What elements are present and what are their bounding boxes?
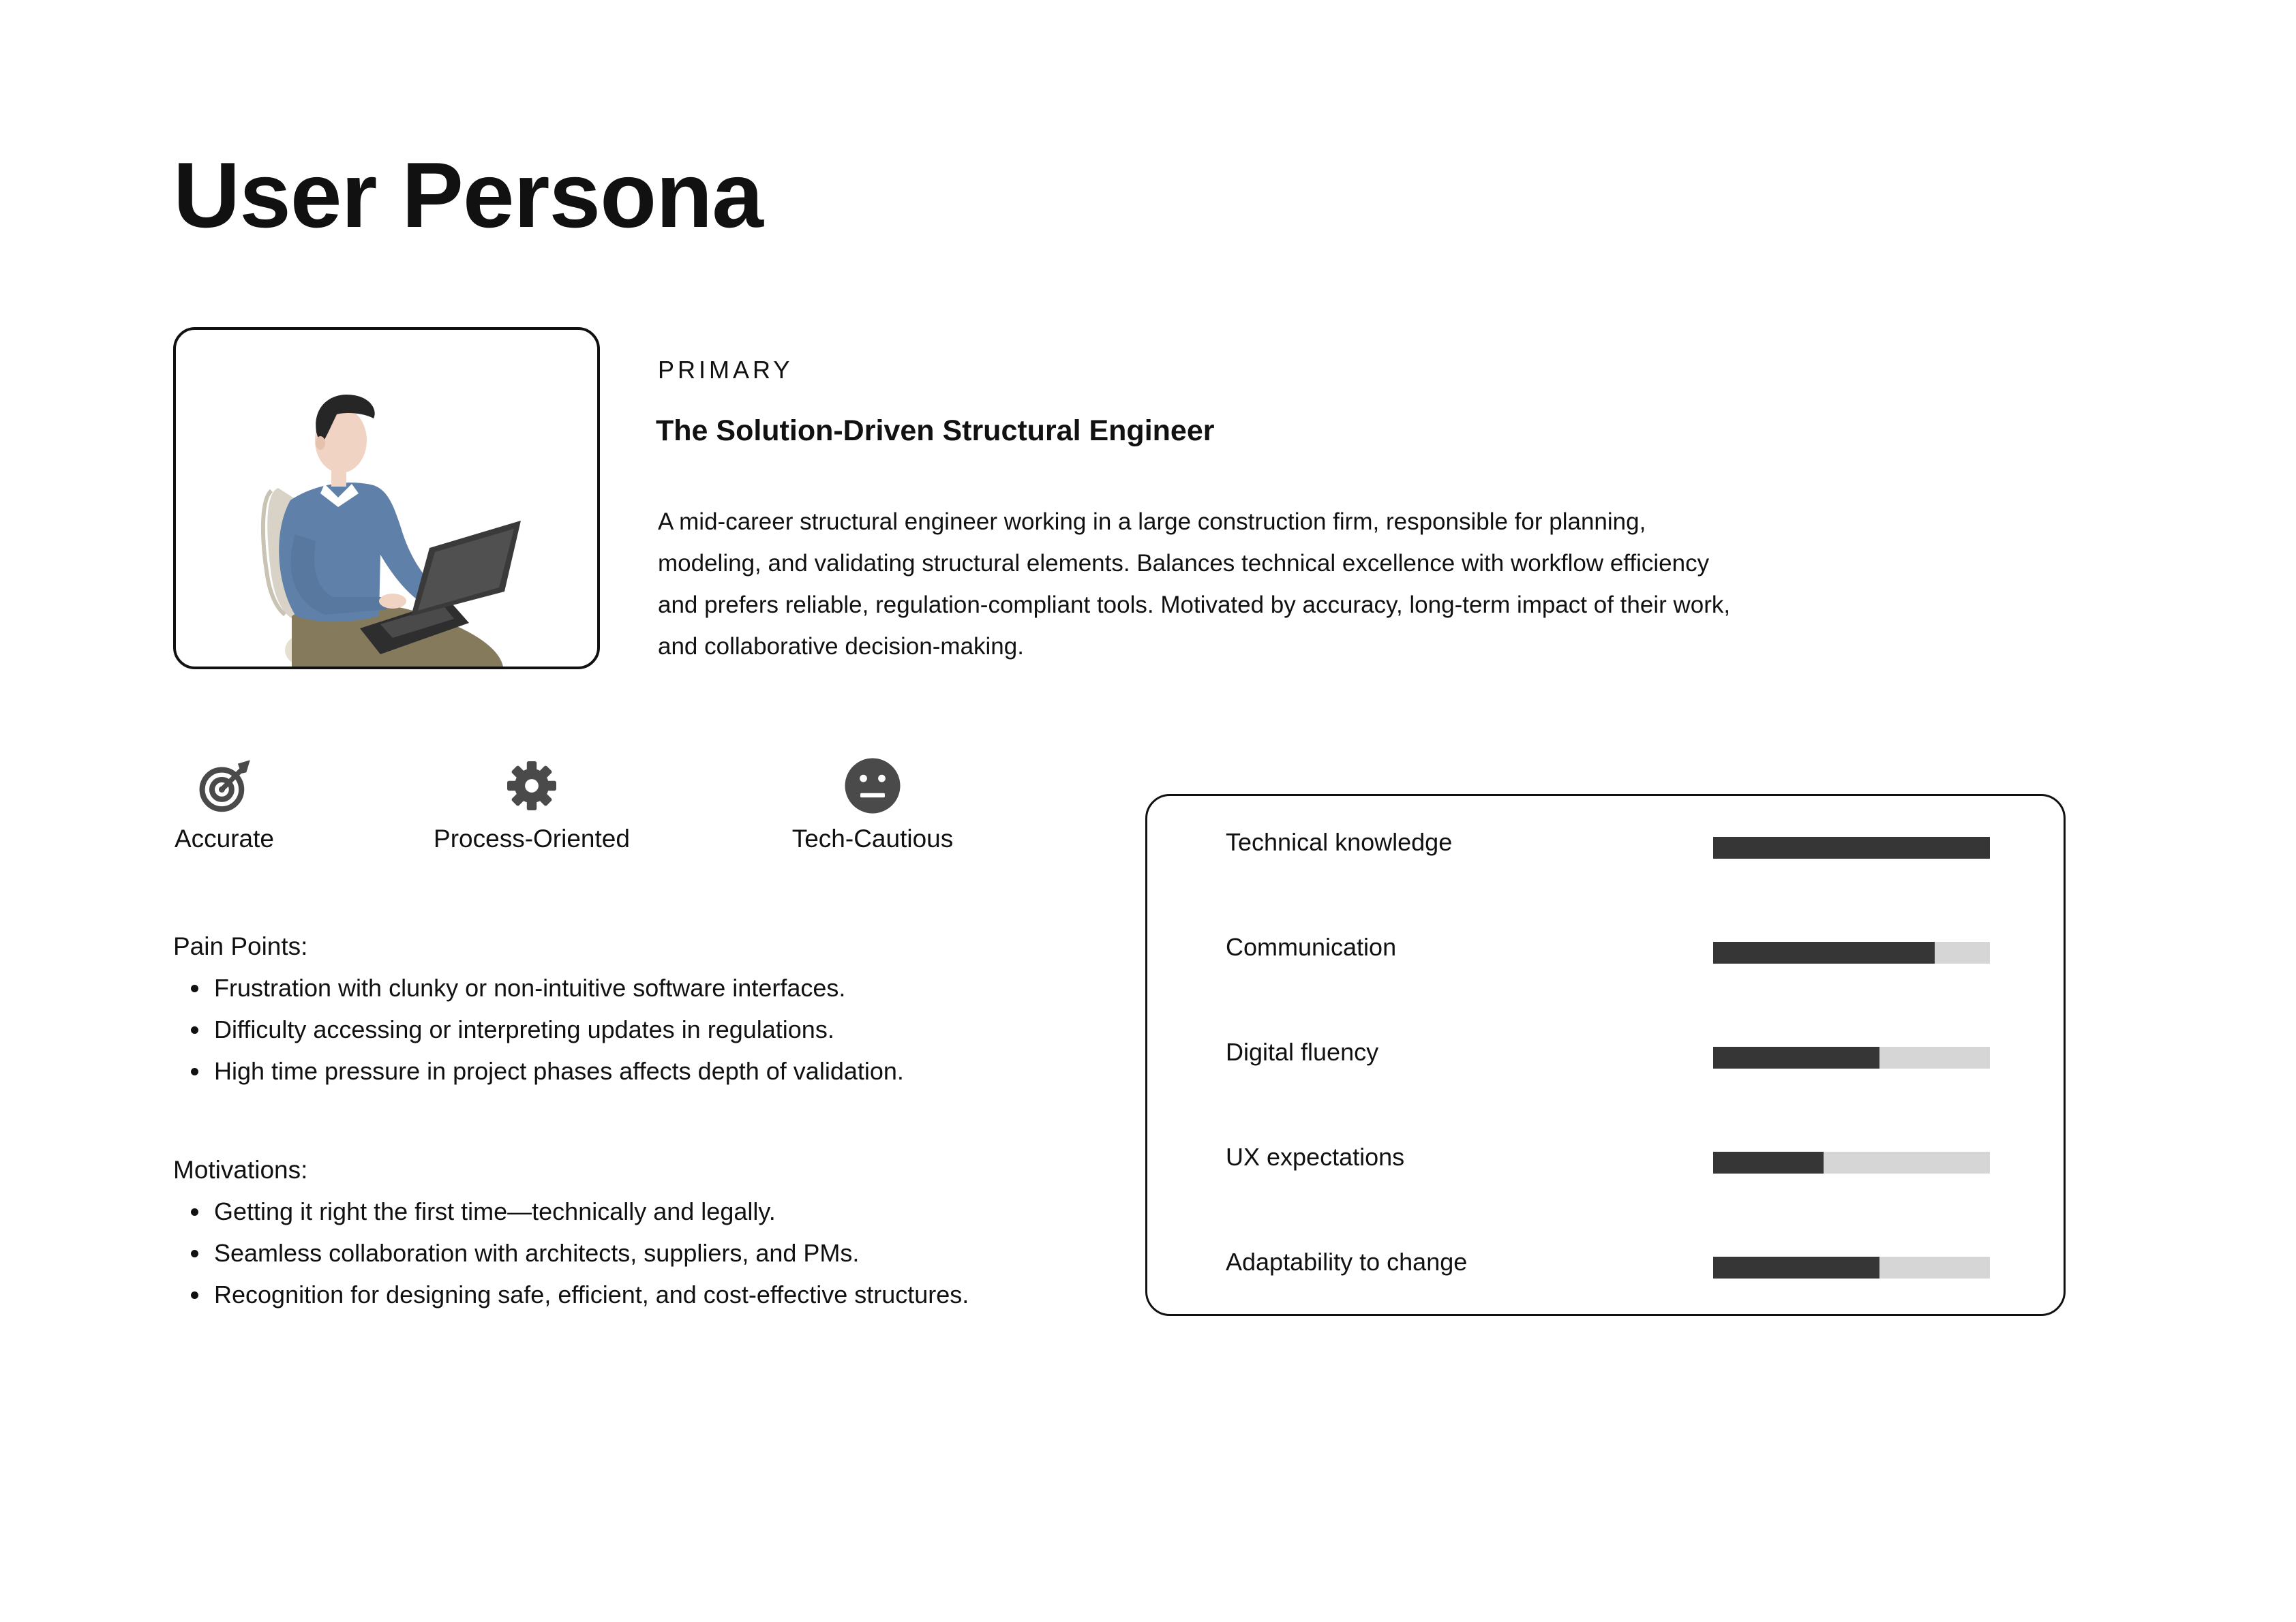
persona-name: The Solution-Driven Structural Engineer [656, 414, 1215, 447]
skill-label: Adaptability to change [1226, 1248, 1468, 1276]
skill-bar-fill [1713, 1047, 1879, 1069]
neutral-face-icon [842, 755, 903, 816]
skill-label: Technical knowledge [1226, 828, 1453, 856]
trait-tech-cautious [770, 755, 975, 864]
list-item: Getting it right the first time—technically and legally. [173, 1191, 969, 1232]
trait-accurate [139, 755, 309, 864]
skill-bar [1713, 1047, 1990, 1069]
trait-process-oriented [429, 755, 634, 864]
trait-label: Tech-Cautious [791, 825, 954, 853]
persona-description-line: and collaborative decision-making. [658, 633, 1024, 660]
target-icon [194, 755, 255, 816]
pain-points-section [173, 925, 904, 1092]
skill-bar [1713, 837, 1990, 859]
persona-description [658, 501, 1844, 667]
motivations-title: Motivations: [173, 1156, 308, 1184]
gear-icon [501, 755, 562, 816]
engineer-with-laptop-illustration [176, 330, 597, 667]
skill-bar [1713, 1257, 1990, 1279]
list-item: High time pressure in project phases affects depth of validation. [173, 1050, 904, 1092]
skill-row-technical-knowledge [1147, 822, 2064, 863]
skill-bar [1713, 1152, 1990, 1174]
list-item: Difficulty accessing or interpreting updates in regulations. [173, 1009, 904, 1050]
skill-row-adaptability-to-change [1147, 1242, 2064, 1283]
persona-description-line: and prefers reliable, regulation-compliant tools. Motivated by accuracy, long-term impact of their work, [658, 592, 1731, 618]
skill-bar-fill [1713, 1152, 1824, 1174]
page-title: User Persona [173, 143, 763, 247]
list-item: Frustration with clunky or non-intuitive software interfaces. [173, 967, 904, 1009]
skill-row-ux-expectations [1147, 1137, 2064, 1178]
pain-points-list [173, 967, 904, 1092]
skill-label: Digital fluency [1226, 1038, 1379, 1066]
skill-label: UX expectations [1226, 1143, 1405, 1171]
skill-bar-fill [1713, 837, 1990, 859]
skill-label: Communication [1226, 933, 1397, 961]
skills-card [1145, 794, 2066, 1316]
motivations-section [173, 1149, 969, 1315]
list-item: Recognition for designing safe, efficient, and cost-effective structures. [173, 1274, 969, 1315]
pain-points-title: Pain Points: [173, 932, 308, 960]
skill-bar [1713, 942, 1990, 964]
trait-label: Process-Oriented [434, 825, 630, 853]
skill-row-communication [1147, 927, 2064, 968]
persona-type-label: PRIMARY [658, 356, 794, 384]
motivations-list [173, 1191, 969, 1315]
list-item: Seamless collaboration with architects, suppliers, and PMs. [173, 1232, 969, 1274]
persona-description-line: A mid-career structural engineer working in a large construction firm, responsible for planning, [658, 508, 1646, 535]
skill-bar-fill [1713, 1257, 1879, 1279]
trait-label: Accurate [174, 825, 274, 853]
persona-avatar-card [173, 327, 600, 669]
persona-description-line: modeling, and validating structural elements. Balances technical excellence with workflow efficiency [658, 550, 1710, 577]
skill-bar-fill [1713, 942, 1935, 964]
skill-row-digital-fluency [1147, 1032, 2064, 1073]
